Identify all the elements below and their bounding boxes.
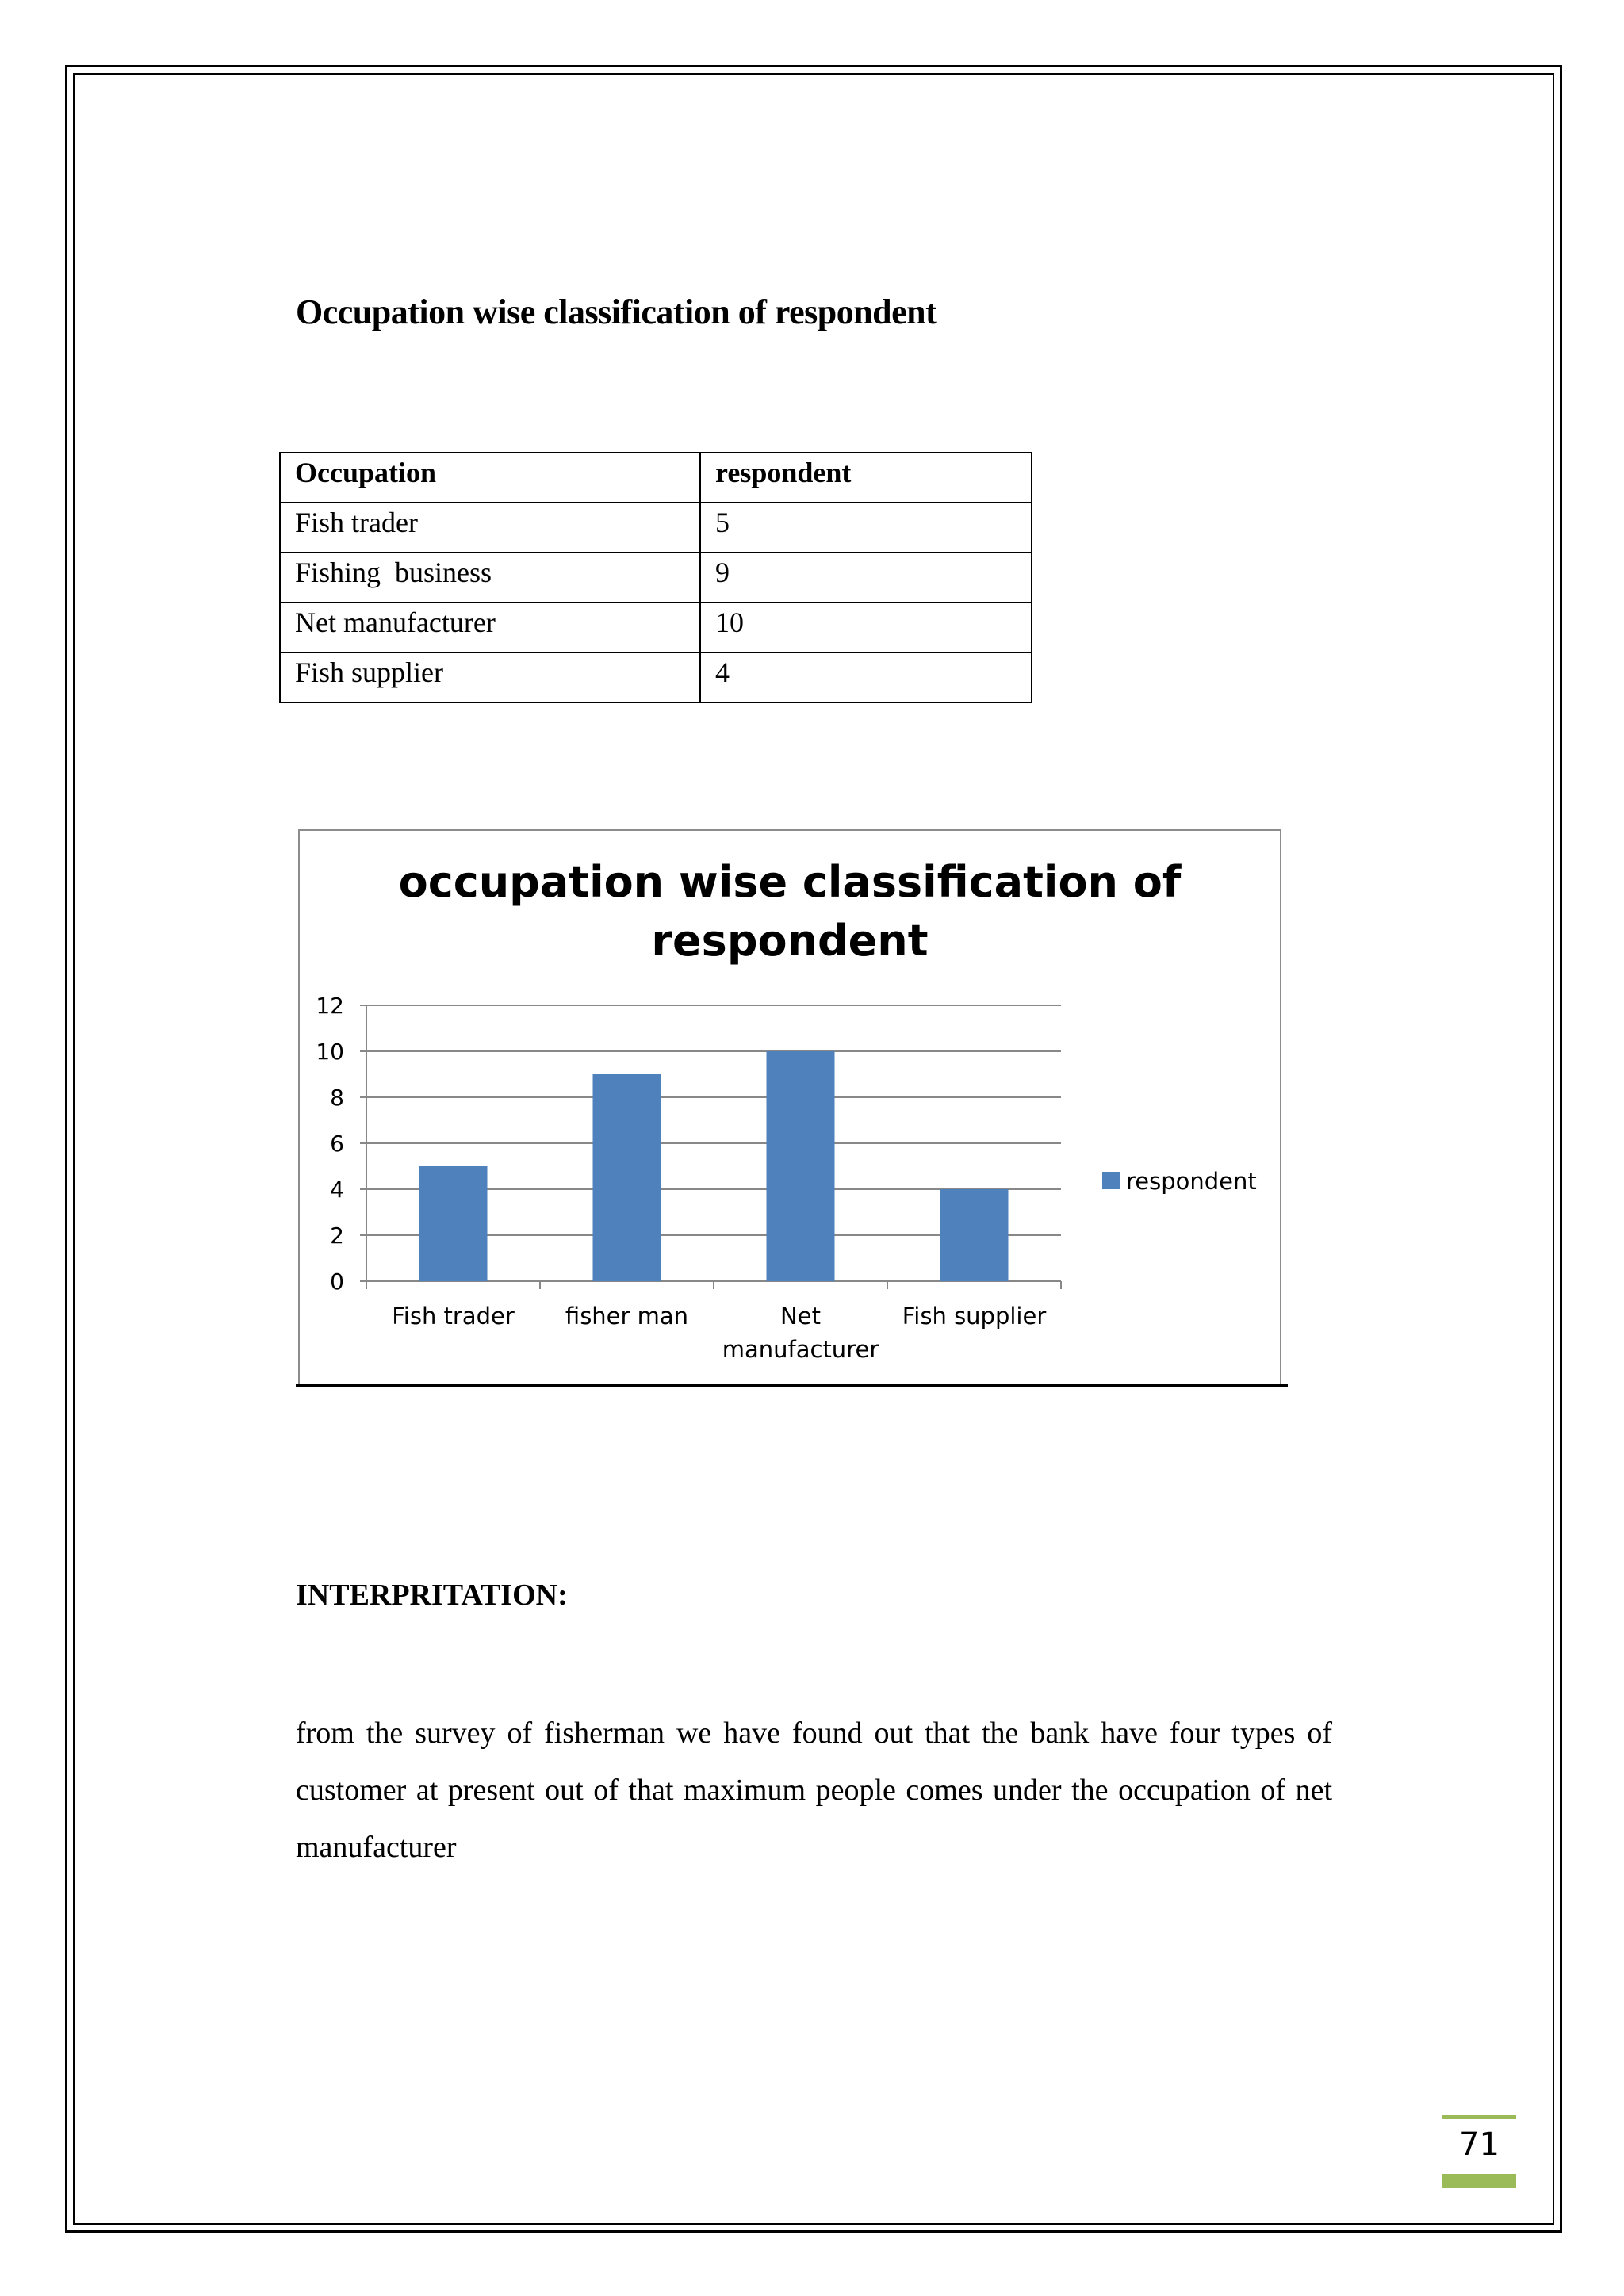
table-cell-occupation: Net manufacturer	[280, 603, 700, 652]
table-cell-respondent: 5	[700, 503, 1032, 553]
table-cell-occupation: Fish supplier	[280, 652, 700, 702]
page-number: 71	[1459, 2126, 1500, 2163]
table-row	[280, 603, 1032, 652]
y-tick-label: 10	[316, 1039, 344, 1065]
legend-swatch	[1102, 1172, 1120, 1189]
table-header-occupation: Occupation	[280, 453, 700, 503]
x-tick-label: Fish trader	[392, 1303, 515, 1330]
y-tick-label: 6	[330, 1131, 344, 1157]
chart-underline	[296, 1384, 1288, 1387]
y-tick-label: 8	[330, 1085, 344, 1111]
occupation-table	[279, 452, 1032, 703]
bar-4	[940, 1189, 1009, 1281]
table-header-respondent: respondent	[700, 453, 1032, 503]
chart-title-line-2: respondent	[651, 916, 929, 966]
bar-chart	[298, 829, 1281, 1386]
x-tick-label: manufacturer	[722, 1336, 879, 1363]
x-tick-label: fisher man	[565, 1303, 689, 1330]
table-cell-occupation: Fish trader	[280, 503, 700, 553]
table-row	[280, 503, 1032, 553]
table-cell-occupation: Fishing business	[280, 553, 700, 603]
y-tick-label: 2	[330, 1223, 344, 1249]
page-number-bar	[1442, 2174, 1516, 2188]
bar-3	[767, 1051, 835, 1281]
x-tick-label: Fish supplier	[902, 1303, 1047, 1330]
interpretation-heading: INTERPRITATION:	[296, 1578, 568, 1612]
table-header-row	[280, 453, 1032, 503]
table-cell-respondent: 4	[700, 652, 1032, 702]
table-row	[280, 553, 1032, 603]
bar-1	[419, 1166, 488, 1281]
bar-2	[593, 1074, 661, 1281]
table-row	[280, 652, 1032, 702]
table-cell-respondent: 10	[700, 603, 1032, 652]
y-tick-label: 4	[330, 1177, 344, 1203]
x-tick-label: Net	[780, 1303, 821, 1330]
y-tick-label: 0	[330, 1269, 344, 1295]
interpretation-text: from the survey of fisherman we have found out that the bank have four types of customer at present out of that maximum people comes under the occupation of net manufacturer	[296, 1716, 1332, 1864]
y-tick-label: 12	[316, 993, 344, 1019]
section-heading: Occupation wise classification of respondent	[296, 293, 937, 331]
table-cell-respondent: 9	[700, 553, 1032, 603]
legend-label: respondent	[1126, 1168, 1257, 1195]
chart-title-line-1: occupation wise classification of	[398, 857, 1182, 907]
page-number-rule	[1442, 2115, 1516, 2119]
